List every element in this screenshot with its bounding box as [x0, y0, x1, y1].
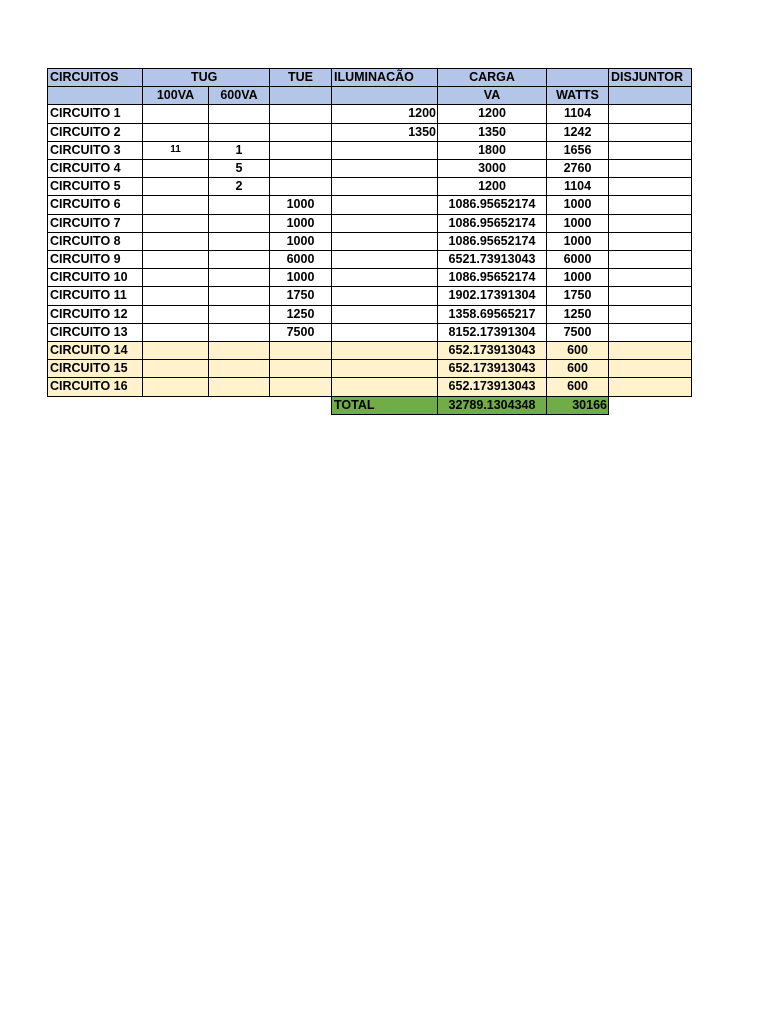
disjuntor-cell[interactable]	[608, 141, 692, 160]
carga-va-cell[interactable]: 1086.95652174	[437, 195, 547, 214]
tug-600va-cell[interactable]	[208, 104, 270, 123]
tue-cell[interactable]	[269, 377, 332, 396]
tug-100va-cell[interactable]: 11	[142, 141, 209, 160]
tug-600va-cell[interactable]: 2	[208, 177, 270, 196]
circuit-name-cell[interactable]: CIRCUITO 4	[47, 159, 143, 178]
iluminacao-cell[interactable]	[331, 159, 438, 178]
disjuntor-cell[interactable]	[608, 305, 692, 324]
tue-cell[interactable]: 6000	[269, 250, 332, 269]
circuit-name-cell[interactable]: CIRCUITO 12	[47, 305, 143, 324]
carga-va-cell[interactable]: 652.173913043	[437, 341, 547, 360]
carga-watts-cell[interactable]: 1104	[546, 104, 609, 123]
tug-600va-cell[interactable]: 5	[208, 159, 270, 178]
carga-va-cell[interactable]: 8152.17391304	[437, 323, 547, 342]
iluminacao-cell[interactable]	[331, 214, 438, 233]
disjuntor-cell[interactable]	[608, 232, 692, 251]
tue-cell[interactable]	[269, 123, 332, 142]
circuit-name-cell[interactable]: CIRCUITO 5	[47, 177, 143, 196]
iluminacao-cell[interactable]	[331, 250, 438, 269]
iluminacao-cell[interactable]: 1200	[331, 104, 438, 123]
tue-cell[interactable]: 1000	[269, 232, 332, 251]
tug-100va-cell[interactable]	[142, 104, 209, 123]
tue-cell[interactable]	[269, 359, 332, 378]
header2-blank[interactable]	[47, 86, 143, 105]
carga-watts-cell[interactable]: 1250	[546, 305, 609, 324]
carga-watts-cell[interactable]: 1000	[546, 268, 609, 287]
carga-watts-cell[interactable]: 1000	[546, 214, 609, 233]
tug-600va-cell[interactable]	[208, 286, 270, 305]
tug-100va-cell[interactable]	[142, 195, 209, 214]
disjuntor-cell[interactable]	[608, 123, 692, 142]
carga-watts-cell[interactable]: 1104	[546, 177, 609, 196]
tug-600va-cell[interactable]	[208, 232, 270, 251]
tug-100va-cell[interactable]	[142, 359, 209, 378]
tug-100va-cell[interactable]	[142, 305, 209, 324]
circuit-name-cell[interactable]: CIRCUITO 10	[47, 268, 143, 287]
iluminacao-cell[interactable]	[331, 268, 438, 287]
circuit-name-cell[interactable]: CIRCUITO 8	[47, 232, 143, 251]
circuit-name-cell[interactable]: CIRCUITO 13	[47, 323, 143, 342]
disjuntor-cell[interactable]	[608, 195, 692, 214]
disjuntor-cell[interactable]	[608, 214, 692, 233]
tug-600va-cell[interactable]	[208, 359, 270, 378]
carga-va-cell[interactable]: 1902.17391304	[437, 286, 547, 305]
carga-va-cell[interactable]: 3000	[437, 159, 547, 178]
iluminacao-cell[interactable]	[331, 286, 438, 305]
disjuntor-cell[interactable]	[608, 104, 692, 123]
circuit-name-cell[interactable]: CIRCUITO 2	[47, 123, 143, 142]
carga-watts-cell[interactable]: 7500	[546, 323, 609, 342]
tue-cell[interactable]: 1000	[269, 268, 332, 287]
circuit-name-cell[interactable]: CIRCUITO 9	[47, 250, 143, 269]
iluminacao-cell[interactable]	[331, 177, 438, 196]
carga-va-cell[interactable]: 1086.95652174	[437, 214, 547, 233]
disjuntor-cell[interactable]	[608, 323, 692, 342]
iluminacao-cell[interactable]	[331, 141, 438, 160]
disjuntor-cell[interactable]	[608, 286, 692, 305]
carga-va-cell[interactable]: 1350	[437, 123, 547, 142]
tug-600va-cell[interactable]	[208, 250, 270, 269]
tue-cell[interactable]	[269, 141, 332, 160]
carga-watts-cell[interactable]: 2760	[546, 159, 609, 178]
circuit-name-cell[interactable]: CIRCUITO 7	[47, 214, 143, 233]
tug-600va-cell[interactable]	[208, 268, 270, 287]
header-disjuntor[interactable]: DISJUNTOR	[608, 68, 692, 87]
spreadsheet	[47, 68, 691, 418]
header-blank[interactable]	[546, 68, 609, 87]
header2-disjuntor-blank[interactable]	[608, 86, 692, 105]
iluminacao-cell[interactable]	[331, 323, 438, 342]
carga-va-cell[interactable]: 652.173913043	[437, 359, 547, 378]
header-watts[interactable]: WATTS	[546, 86, 609, 105]
carga-watts-cell[interactable]: 1750	[546, 286, 609, 305]
tug-100va-cell[interactable]	[142, 232, 209, 251]
disjuntor-cell[interactable]	[608, 268, 692, 287]
tue-cell[interactable]: 7500	[269, 323, 332, 342]
header-tug[interactable]: TUG	[142, 68, 270, 87]
iluminacao-cell[interactable]	[331, 341, 438, 360]
tug-100va-cell[interactable]	[142, 250, 209, 269]
tug-100va-cell[interactable]	[142, 159, 209, 178]
iluminacao-cell[interactable]	[331, 305, 438, 324]
circuit-name-cell[interactable]: CIRCUITO 15	[47, 359, 143, 378]
tug-600va-cell[interactable]	[208, 305, 270, 324]
carga-watts-cell[interactable]: 600	[546, 341, 609, 360]
tug-600va-cell[interactable]	[208, 341, 270, 360]
header-carga[interactable]: CARGA	[437, 68, 547, 87]
iluminacao-cell[interactable]	[331, 359, 438, 378]
tug-600va-cell[interactable]: 1	[208, 141, 270, 160]
tue-cell[interactable]	[269, 159, 332, 178]
tue-cell[interactable]	[269, 177, 332, 196]
carga-watts-cell[interactable]: 1000	[546, 232, 609, 251]
circuit-name-cell[interactable]: CIRCUITO 11	[47, 286, 143, 305]
carga-va-cell[interactable]: 652.173913043	[437, 377, 547, 396]
carga-va-cell[interactable]: 1086.95652174	[437, 268, 547, 287]
tug-600va-cell[interactable]	[208, 377, 270, 396]
carga-va-cell[interactable]: 1200	[437, 104, 547, 123]
header-100va[interactable]: 100VA	[142, 86, 209, 105]
circuit-name-cell[interactable]: CIRCUITO 14	[47, 341, 143, 360]
header-va[interactable]: VA	[437, 86, 547, 105]
tug-100va-cell[interactable]	[142, 123, 209, 142]
carga-va-cell[interactable]: 6521.73913043	[437, 250, 547, 269]
carga-watts-cell[interactable]: 6000	[546, 250, 609, 269]
carga-va-cell[interactable]: 1200	[437, 177, 547, 196]
header-iluminacao[interactable]: ILUMINACÃO	[331, 68, 438, 87]
iluminacao-cell[interactable]	[331, 232, 438, 251]
tug-100va-cell[interactable]	[142, 214, 209, 233]
carga-watts-cell[interactable]: 1656	[546, 141, 609, 160]
tug-600va-cell[interactable]	[208, 123, 270, 142]
disjuntor-cell[interactable]	[608, 359, 692, 378]
header-600va[interactable]: 600VA	[208, 86, 270, 105]
tug-100va-cell[interactable]	[142, 341, 209, 360]
tug-100va-cell[interactable]	[142, 323, 209, 342]
carga-watts-cell[interactable]: 600	[546, 377, 609, 396]
tug-100va-cell[interactable]	[142, 268, 209, 287]
tue-cell[interactable]: 1750	[269, 286, 332, 305]
iluminacao-cell[interactable]	[331, 195, 438, 214]
disjuntor-cell[interactable]	[608, 377, 692, 396]
disjuntor-cell[interactable]	[608, 250, 692, 269]
total-watts[interactable]: 30166	[546, 396, 609, 415]
carga-watts-cell[interactable]: 1242	[546, 123, 609, 142]
circuit-name-cell[interactable]: CIRCUITO 6	[47, 195, 143, 214]
carga-va-cell[interactable]: 1086.95652174	[437, 232, 547, 251]
tue-cell[interactable]: 1250	[269, 305, 332, 324]
disjuntor-cell[interactable]	[608, 341, 692, 360]
tug-100va-cell[interactable]	[142, 377, 209, 396]
tue-cell[interactable]	[269, 341, 332, 360]
carga-va-cell[interactable]: 1800	[437, 141, 547, 160]
carga-watts-cell[interactable]: 1000	[546, 195, 609, 214]
header2-ilum-blank[interactable]	[331, 86, 438, 105]
iluminacao-cell[interactable]: 1350	[331, 123, 438, 142]
header-tue[interactable]: TUE	[269, 68, 332, 87]
circuit-name-cell[interactable]: CIRCUITO 3	[47, 141, 143, 160]
circuit-name-cell[interactable]: CIRCUITO 1	[47, 104, 143, 123]
tug-600va-cell[interactable]	[208, 323, 270, 342]
tug-600va-cell[interactable]	[208, 214, 270, 233]
total-label[interactable]: TOTAL	[331, 396, 438, 415]
tug-100va-cell[interactable]	[142, 286, 209, 305]
tue-cell[interactable]: 1000	[269, 214, 332, 233]
tue-cell[interactable]: 1000	[269, 195, 332, 214]
header-circuitos[interactable]: CIRCUITOS	[47, 68, 143, 87]
disjuntor-cell[interactable]	[608, 177, 692, 196]
iluminacao-cell[interactable]	[331, 377, 438, 396]
circuit-name-cell[interactable]: CIRCUITO 16	[47, 377, 143, 396]
tue-cell[interactable]	[269, 104, 332, 123]
tug-600va-cell[interactable]	[208, 195, 270, 214]
total-va[interactable]: 32789.1304348	[437, 396, 547, 415]
disjuntor-cell[interactable]	[608, 159, 692, 178]
header2-tue-blank[interactable]	[269, 86, 332, 105]
carga-va-cell[interactable]: 1358.69565217	[437, 305, 547, 324]
tug-100va-cell[interactable]	[142, 177, 209, 196]
carga-watts-cell[interactable]: 600	[546, 359, 609, 378]
